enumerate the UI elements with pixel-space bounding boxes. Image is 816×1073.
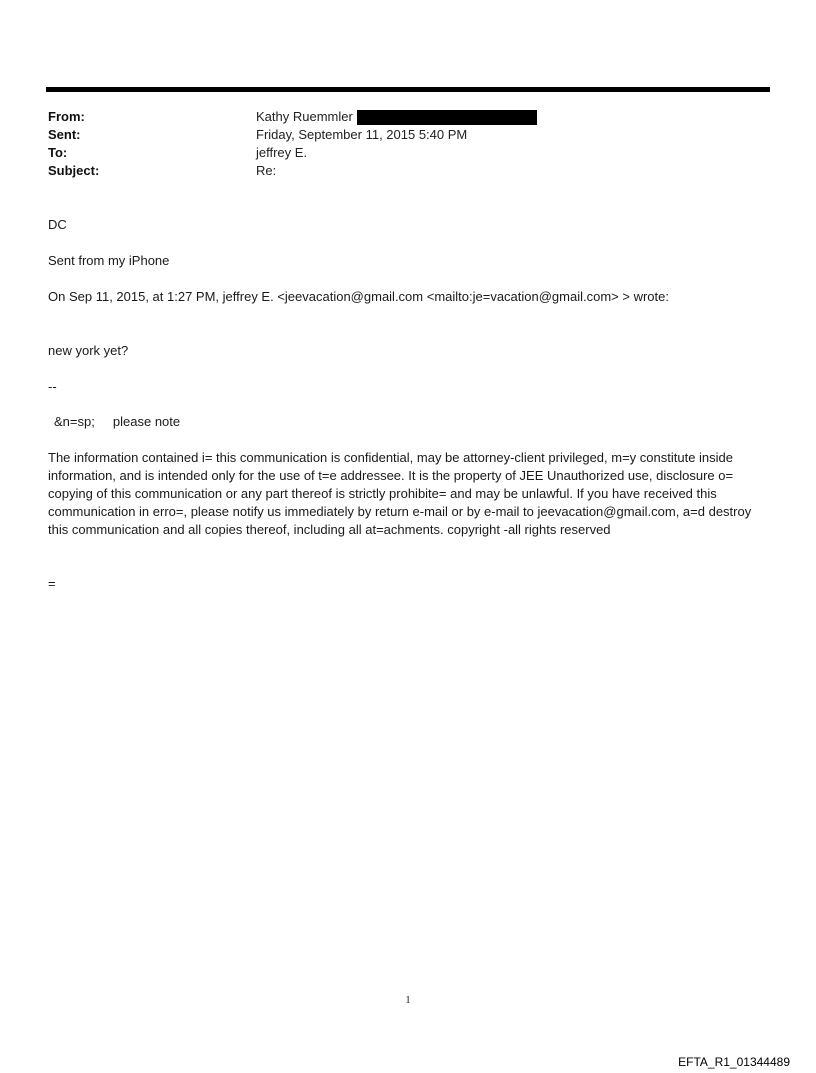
- disclaimer-paragraph: The information contained i= this communication is confidential, may be attorney-client privileged, m=y constitute inside information, and is intended only for the use of t=e addressee. It is the property of JEE Unauthorized use, disclosure o= copying of this communication or any part thereof is strictly prohibite= and may be unlawful. If you have received this communication in erro=, please notify us immediately by return e-mail or by e-mail to jeevacation@gmail.com, a=d destroy this communication and all copies thereof, including all at=achments. copyright -all rights reserved: [48, 450, 752, 537]
- bates-number: EFTA_R1_01344489: [678, 1055, 790, 1069]
- subject-label: Subject:: [48, 163, 100, 178]
- page-number: 1: [405, 994, 411, 1006]
- trailing-equals: =: [48, 576, 56, 591]
- from-row: [48, 108, 768, 126]
- quote-intro: On Sep 11, 2015, at 1:27 PM, jeffrey E. <jeevacation@gmail.com <mailto:je=vacation@gmail.com> > wrote:: [48, 289, 669, 304]
- note-line: &n=sp; please note: [54, 414, 181, 429]
- to-row: [48, 144, 768, 162]
- to-value: jeffrey E.: [256, 145, 308, 160]
- subject-row: [48, 162, 768, 180]
- header-divider: [46, 87, 770, 92]
- body-signature: Sent from my iPhone: [48, 253, 170, 268]
- sent-label: Sent:: [48, 127, 81, 142]
- quoted-question: new york yet?: [48, 343, 129, 358]
- email-header: [48, 108, 768, 180]
- sent-value: Friday, September 11, 2015 5:40 PM: [256, 127, 468, 142]
- sent-row: [48, 126, 768, 144]
- subject-value: Re:: [256, 163, 277, 178]
- quote-separator: --: [48, 379, 57, 394]
- sender-name: Kathy Ruemmler: [256, 109, 353, 124]
- from-value: [256, 108, 537, 126]
- from-label: From:: [48, 109, 85, 124]
- body-line-dc: DC: [48, 217, 67, 232]
- to-label: To:: [48, 145, 68, 160]
- redaction-box: [357, 110, 537, 125]
